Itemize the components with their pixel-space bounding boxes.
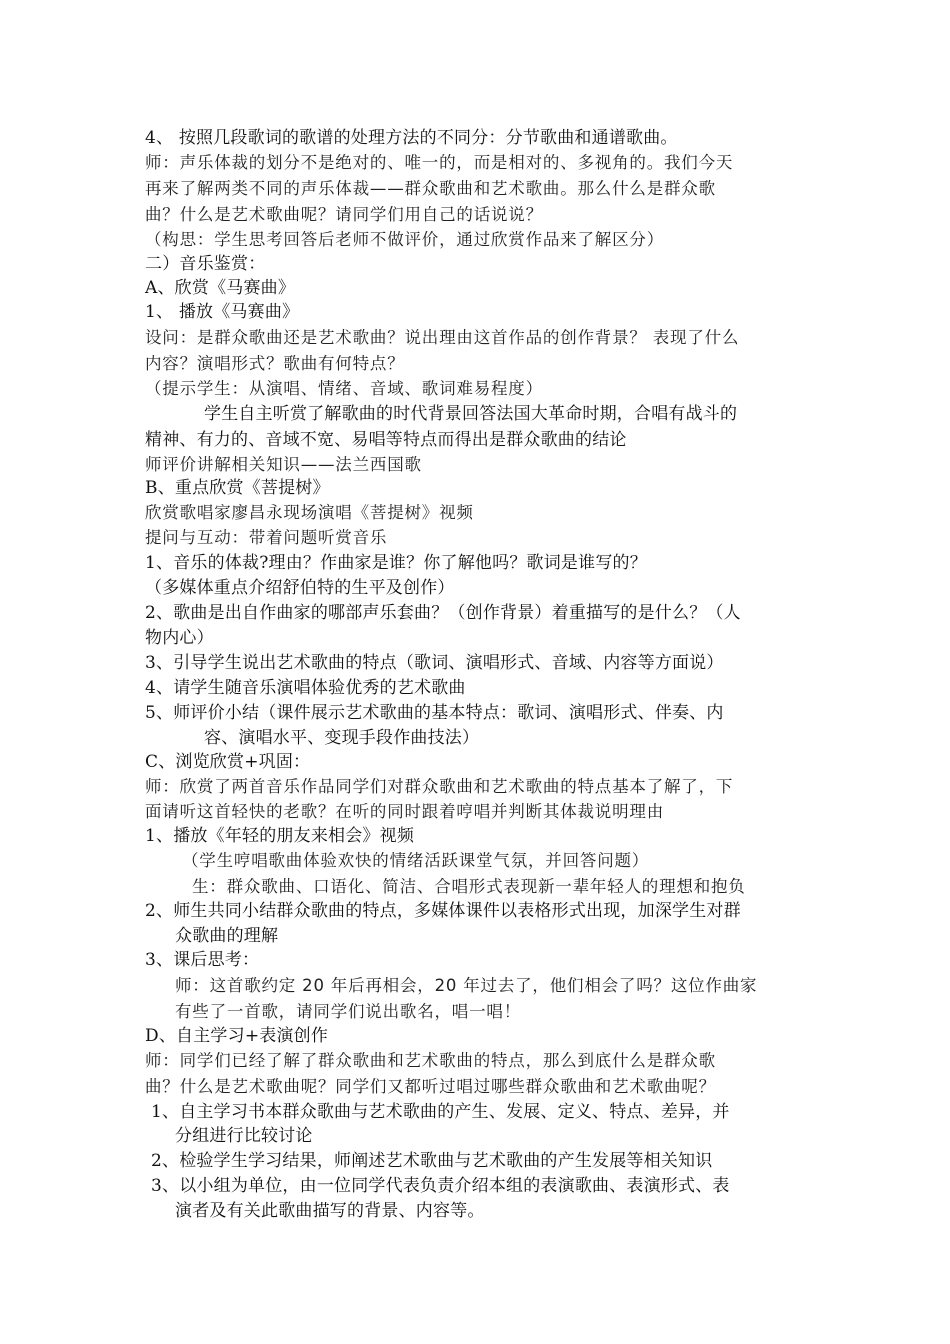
text-line: 欣赏歌唱家廖昌永现场演唱《菩提树》视频 xyxy=(145,503,474,522)
text-line: 精神、有力的、音域不宽、易唱等特点而得出是群众歌曲的结论 xyxy=(145,430,627,450)
text-line: 众歌曲的理解 xyxy=(175,926,279,946)
section-heading: 二）音乐鉴赏： xyxy=(145,254,266,274)
text-line: 曲？什么是艺术歌曲呢？请同学们用自己的话说说？ xyxy=(145,205,543,224)
list-item: 1、播放《年轻的朋友来相会》视频 xyxy=(145,826,415,846)
text-line: 4、 按照几段歌词的歌谱的处理方法的不同分：分节歌曲和通谱歌曲。 xyxy=(145,128,678,148)
text-line: （提示学生：从演唱、情绪、音域、歌词难易程度） xyxy=(145,379,543,398)
list-item: 2、检验学生学习结果，师阐述艺术歌曲与艺术歌曲的产生发展等相关知识 xyxy=(151,1151,713,1171)
list-item: 2、师生共同小结群众歌曲的特点，多媒体课件以表格形式出现，加深学生对群 xyxy=(145,901,741,921)
subsection-heading: A、欣赏《马赛曲》 xyxy=(145,278,296,298)
list-item: 1、音乐的体裁?理由？作曲家是谁？你了解他吗？歌词是谁写的？ xyxy=(145,553,647,573)
text-line: 师：同学们已经了解了群众歌曲和艺术歌曲的特点，那么到底什么是群众歌 xyxy=(145,1051,716,1070)
list-item: 3、以小组为单位，由一位同学代表负责介绍本组的表演歌曲、表演形式、表 xyxy=(151,1176,730,1196)
text-line: 容、演唱水平、变现手段作曲技法） xyxy=(204,728,480,748)
list-item: 3、课后思考： xyxy=(145,950,260,970)
list-item: 2、歌曲是出自作曲家的哪部声乐套曲？（创作背景）着重描写的是什么？（人 xyxy=(145,603,741,623)
text-line: 设问：是群众歌曲还是艺术歌曲？说出理由这首作品的创作背景？ 表现了什么 xyxy=(145,328,740,347)
list-item: 3、引导学生说出艺术歌曲的特点（歌词、演唱形式、音域、内容等方面说） xyxy=(145,653,724,673)
text-line: 师：这首歌约定 20 年后再相会，20 年过去了，他们相会了吗？这位作曲家 xyxy=(175,976,758,995)
text-line: （构思：学生思考回答后老师不做评价，通过欣赏作品来了解区分） xyxy=(145,230,664,249)
list-item: 4、请学生随音乐演唱体验优秀的艺术歌曲 xyxy=(145,678,466,698)
text-line: 提问与互动：带着问题听赏音乐 xyxy=(145,528,388,547)
text-line: 生：群众歌曲、口语化、简洁、合唱形式表现新一辈年轻人的理想和抱负 xyxy=(192,877,746,896)
text-line: （学生哼唱歌曲体验欢快的情绪活跃课堂气氛，并回答问题） xyxy=(182,851,650,870)
text-line: 曲？什么是艺术歌曲呢？同学们又都听过唱过哪些群众歌曲和艺术歌曲呢？ xyxy=(145,1077,716,1096)
text-line: 物内心） xyxy=(145,628,214,648)
list-item: 5、师评价小结（课件展示艺术歌曲的基本特点：歌词、演唱形式、伴奏、内 xyxy=(145,703,724,723)
subsection-heading: D、自主学习+表演创作 xyxy=(145,1026,329,1046)
list-item: 1、 播放《马赛曲》 xyxy=(145,302,300,322)
text-line: 有些了一首歌，请同学们说出歌名，唱一唱！ xyxy=(175,1002,521,1021)
text-line: 演者及有关此歌曲描写的背景、内容等。 xyxy=(175,1201,485,1221)
text-line: 面请听这首轻快的老歌？在听的同时跟着哼唱并判断其体裁说明理由 xyxy=(145,802,664,821)
text-line: 师：欣赏了两首音乐作品同学们对群众歌曲和艺术歌曲的特点基本了解了，下 xyxy=(145,777,734,796)
subsection-heading: B、重点欣赏《菩提树》 xyxy=(145,478,330,498)
text-line: 分组进行比较讨论 xyxy=(175,1126,313,1146)
text-line: 学生自主听赏了解歌曲的时代背景回答法国大革命时期，合唱有战斗的 xyxy=(204,404,738,424)
text-line: （多媒体重点介绍舒伯特的生平及创作） xyxy=(145,578,455,598)
text-line: 再来了解两类不同的声乐体裁——群众歌曲和艺术歌曲。那么什么是群众歌 xyxy=(145,179,716,198)
text-line: 师：声乐体裁的划分不是绝对的、唯一的，而是相对的、多视角的。我们今天 xyxy=(145,153,734,172)
text-line: 内容？演唱形式？歌曲有何特点？ xyxy=(145,354,405,373)
subsection-heading: C、浏览欣赏+巩固： xyxy=(145,752,311,772)
text-line: 师评价讲解相关知识——法兰西国歌 xyxy=(145,455,422,474)
list-item: 1、自主学习书本群众歌曲与艺术歌曲的产生、发展、定义、特点、差异，并 xyxy=(151,1102,730,1122)
